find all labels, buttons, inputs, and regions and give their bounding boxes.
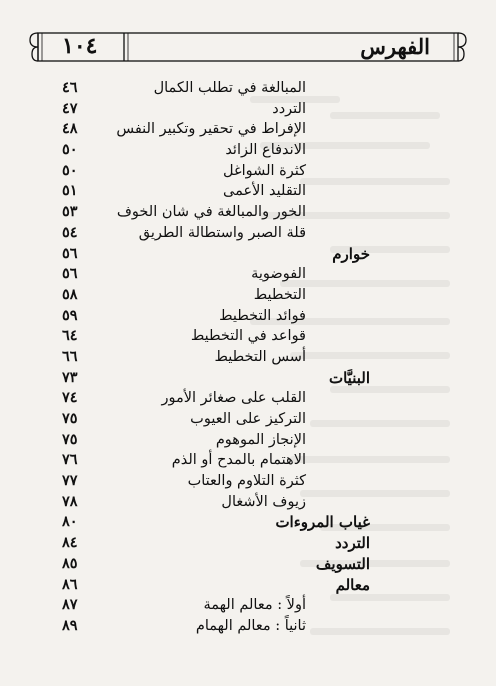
index-entry-page: ٥١ xyxy=(62,182,78,200)
index-entry-page: ٦٦ xyxy=(62,347,78,365)
index-entry-title: ثانياً : معالم الهمام xyxy=(195,617,306,634)
index-entry-page: ٨٩ xyxy=(62,616,78,634)
index-row xyxy=(0,575,496,596)
index-row xyxy=(0,326,496,347)
index-row xyxy=(0,119,496,140)
index-row xyxy=(0,471,496,492)
page-number: ١٠٤ xyxy=(62,33,98,59)
index-row xyxy=(0,161,496,182)
index-entry-page: ٧٦ xyxy=(62,451,78,469)
index-entry-title: الفوضوية xyxy=(251,266,306,283)
index-section-heading: غياب المروءات xyxy=(275,513,370,532)
index-row xyxy=(0,223,496,244)
index-entry-page: ٤٨ xyxy=(62,120,78,138)
index-entry-page: ٥٠ xyxy=(62,161,78,179)
index-entry-page: ٨٤ xyxy=(62,534,78,552)
index-entry-page: ٨٦ xyxy=(62,575,78,593)
index-entry-page: ٧٥ xyxy=(62,430,78,448)
index-entry-page: ٥٦ xyxy=(62,265,78,283)
index-entry-page: ٨٧ xyxy=(62,596,78,614)
index-row xyxy=(0,450,496,471)
index-row xyxy=(0,78,496,99)
index-entry-page: ٤٦ xyxy=(62,79,78,96)
index-entry-title: كثرة التلاوم والعتاب xyxy=(187,473,306,490)
index-entry-title: أولاً : معالم الهمة xyxy=(203,597,306,614)
index-row xyxy=(0,181,496,202)
index-row xyxy=(0,347,496,368)
index-row xyxy=(0,595,496,616)
index-entry-title: التردد xyxy=(272,100,306,117)
index-entry-title: المبالغة في تطلب الكمال xyxy=(153,80,306,96)
index-row xyxy=(0,430,496,451)
index-entry-page: ٧٨ xyxy=(62,492,78,510)
index-entry-title: قلة الصبر واستطالة الطريق xyxy=(138,224,306,241)
index-row xyxy=(0,99,496,120)
index-entry-page: ٥٣ xyxy=(62,203,78,221)
index-entry-page: ٤٧ xyxy=(62,99,78,117)
index-list xyxy=(0,78,496,637)
index-entry-title: التخطيط xyxy=(253,286,306,303)
index-entry-title: الخور والمبالغة في شان الخوف xyxy=(116,204,306,221)
index-entry-page: ٨٠ xyxy=(62,513,78,531)
index-row xyxy=(0,264,496,285)
index-entry-page: ٥٨ xyxy=(62,285,78,303)
index-row xyxy=(0,512,496,533)
index-entry-page: ٧٤ xyxy=(62,389,78,407)
index-entry-title: الإنجاز الموهوم xyxy=(215,431,306,448)
index-entry-page: ٥٤ xyxy=(62,223,78,241)
index-entry-title: التقليد الأعمى xyxy=(223,183,306,200)
index-entry-page: ٨٥ xyxy=(62,554,78,572)
index-entry-title: التركيز على العيوب xyxy=(190,411,306,427)
index-entry-title: زيوف الأشغال xyxy=(221,493,306,510)
index-entry-title: كثرة الشواغل xyxy=(223,162,306,179)
index-section-heading: التسويف xyxy=(315,554,370,573)
index-entry-page: ٧٧ xyxy=(62,472,78,490)
index-section-heading: البنيَّات xyxy=(328,368,370,387)
index-entry-page: ٦٤ xyxy=(62,327,78,345)
index-row xyxy=(0,244,496,265)
index-entry-page: ٧٥ xyxy=(62,410,78,427)
index-row xyxy=(0,202,496,223)
index-entry-title: قواعد في التخطيط xyxy=(190,328,306,345)
index-row xyxy=(0,492,496,513)
index-entry-title: الاهتمام بالمدح أو الذم xyxy=(171,452,306,469)
index-row xyxy=(0,533,496,554)
index-row xyxy=(0,388,496,409)
index-entry-page: ٧٣ xyxy=(62,368,78,386)
index-row xyxy=(0,409,496,430)
page-title: الفهرس xyxy=(360,34,430,59)
index-entry-page: ٥٩ xyxy=(62,306,78,324)
index-entry-page: ٥٠ xyxy=(62,141,78,159)
index-entry-title: القلب على صغائر الأمور xyxy=(161,390,306,407)
header-banner xyxy=(28,30,468,64)
index-entry-title: أسس التخطيط xyxy=(214,348,306,365)
index-entry-title: الاندفاع الزائد xyxy=(225,142,306,159)
index-row xyxy=(0,285,496,306)
index-row xyxy=(0,306,496,327)
index-entry-title: فوائد التخطيط xyxy=(219,307,306,324)
index-entry-title: الإفراط في تحقير وتكبير النفس xyxy=(116,121,306,138)
index-row xyxy=(0,616,496,637)
index-section-heading: معالم xyxy=(335,575,370,594)
index-row xyxy=(0,140,496,161)
index-entry-page: ٥٦ xyxy=(62,244,78,262)
index-row xyxy=(0,554,496,575)
index-row xyxy=(0,368,496,389)
index-section-heading: خوارم xyxy=(332,244,370,263)
index-section-heading: التردد xyxy=(335,534,370,553)
